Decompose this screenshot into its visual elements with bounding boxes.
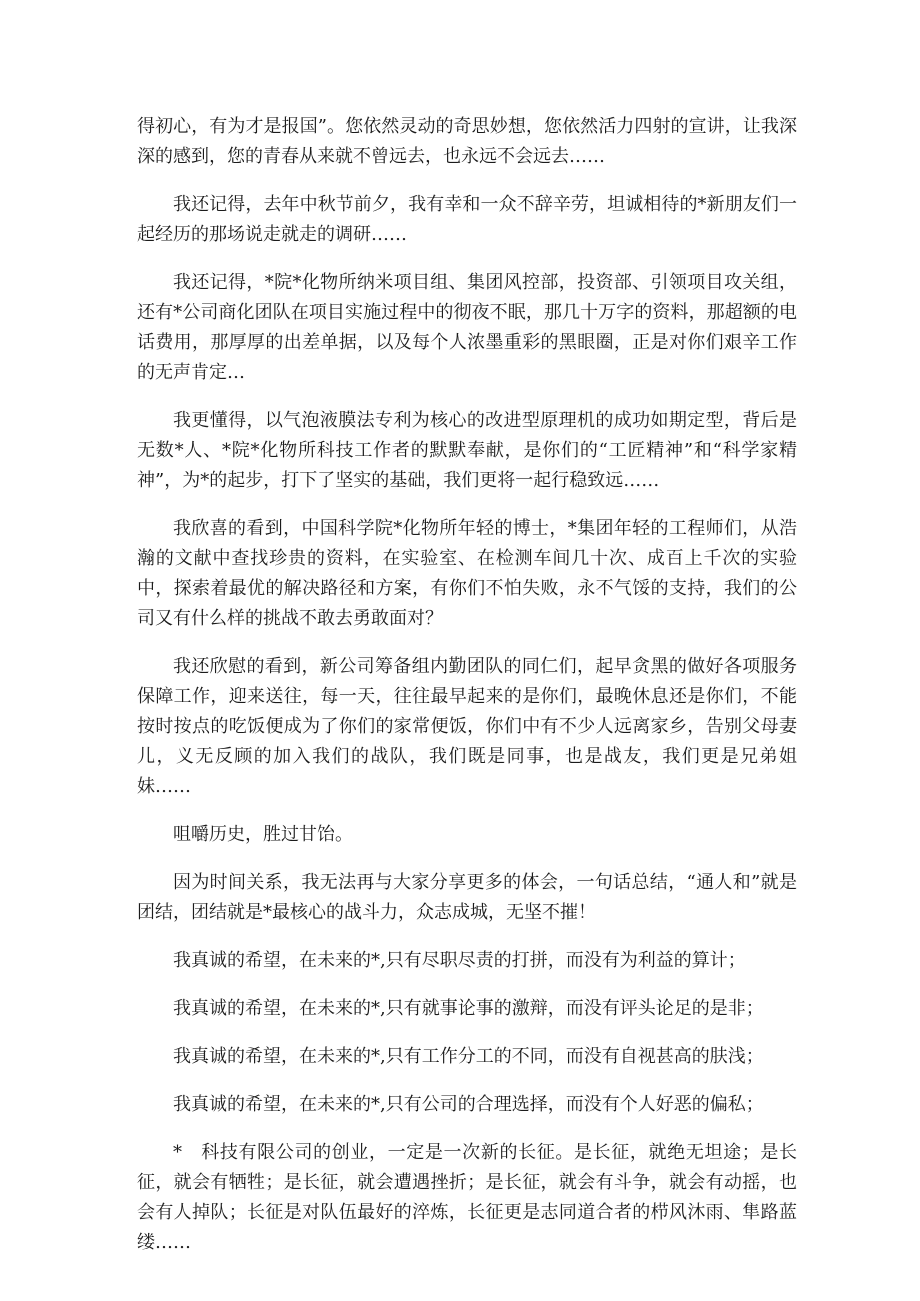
- paragraph-5: 我欣喜的看到，中国科学院*化物所年轻的博士，*集团年轻的工程师们，从浩瀚的文献中查找珍贵的资料，在实验室、在检测车间几十次、成百上千次的实验中，探索着最优的解决路径和方案，有你们不怕失败，永不气馁的支持，我们的公司又有什么样的挑战不敢去勇敢面对？: [137, 518, 797, 629]
- paragraph-9: 我真诚的希望，在未来的*,只有尽职尽责的打拼，而没有为利益的算计；: [173, 950, 746, 971]
- paragraph-12: 我真诚的希望，在未来的*,只有公司的合理选择，而没有个人好恶的偏私；: [173, 1094, 764, 1115]
- paragraph-11: 我真诚的希望，在未来的*,只有工作分工的不同，而没有自视甚高的肤浅；: [173, 1046, 764, 1067]
- paragraph-8: 因为时间关系，我无法再与大家分享更多的体会，一句话总结，“通人和”就是团结，团结就是*最核心的战斗力，众志成城，无坚不摧！: [137, 872, 797, 923]
- paragraph-7: 咀嚼历史，胜过甘饴。: [173, 824, 353, 845]
- paragraph-4: 我更懂得，以气泡液膜法专利为核心的改进型原理机的成功如期定型，背后是无数*人、*院*化物所科技工作者的默默奉献，是你们的“工匠精神”和“科学家精神”，为*的起步，打下了坚实的基础，我们更将一起行稳致远……: [137, 410, 797, 491]
- paragraph-1: 得初心，有为才是报国”。您依然灵动的奇思妙想，您依然活力四射的宣讲，让我深深的感到，您的青春从来就不曾远去，也永远不会远去……: [137, 116, 797, 167]
- document-body: [137, 112, 797, 1276]
- paragraph-10: 我真诚的希望，在未来的*,只有就事论事的激辩，而没有评头论足的是非；: [173, 998, 764, 1019]
- paragraph-3: 我还记得，*院*化物所纳米项目组、集团风控部，投资部、引领项目攻关组，还有*公司商化团队在项目实施过程中的彻夜不眠，那几十万字的资料，那超额的电话费用，那厚厚的出差单据，以及每个人浓墨重彩的黑眼圈，正是对你们艰辛工作的无声肯定…: [137, 272, 797, 383]
- paragraph-2: 我还记得，去年中秋节前夕，我有幸和一众不辞辛劳，坦诚相待的*新朋友们一起经历的那场说走就走的调研……: [137, 194, 797, 245]
- paragraph-13: * 科技有限公司的创业，一定是一次新的长征。是长征，就绝无坦途；是长征，就会有牺牲；是长征，就会遭遇挫折；是长征，就会有斗争，就会有动摇，也会有人掉队；长征是对队伍最好的淬炼，长征更是志同道合者的栉风沐雨、隼路蓝缕……: [137, 1142, 797, 1253]
- paragraph-6: 我还欣慰的看到，新公司筹备组内勤团队的同仁们，起早贪黑的做好各项服务保障工作，迎来送往，每一天，往往最早起来的是你们，最晚休息还是你们，不能按时按点的吃饭便成为了你们的家常便饭，你们中有不少人远离家乡，告别父母妻儿，义无反顾的加入我们的战队，我们既是同事，也是战友，我们更是兄弟姐妹……: [137, 656, 797, 797]
